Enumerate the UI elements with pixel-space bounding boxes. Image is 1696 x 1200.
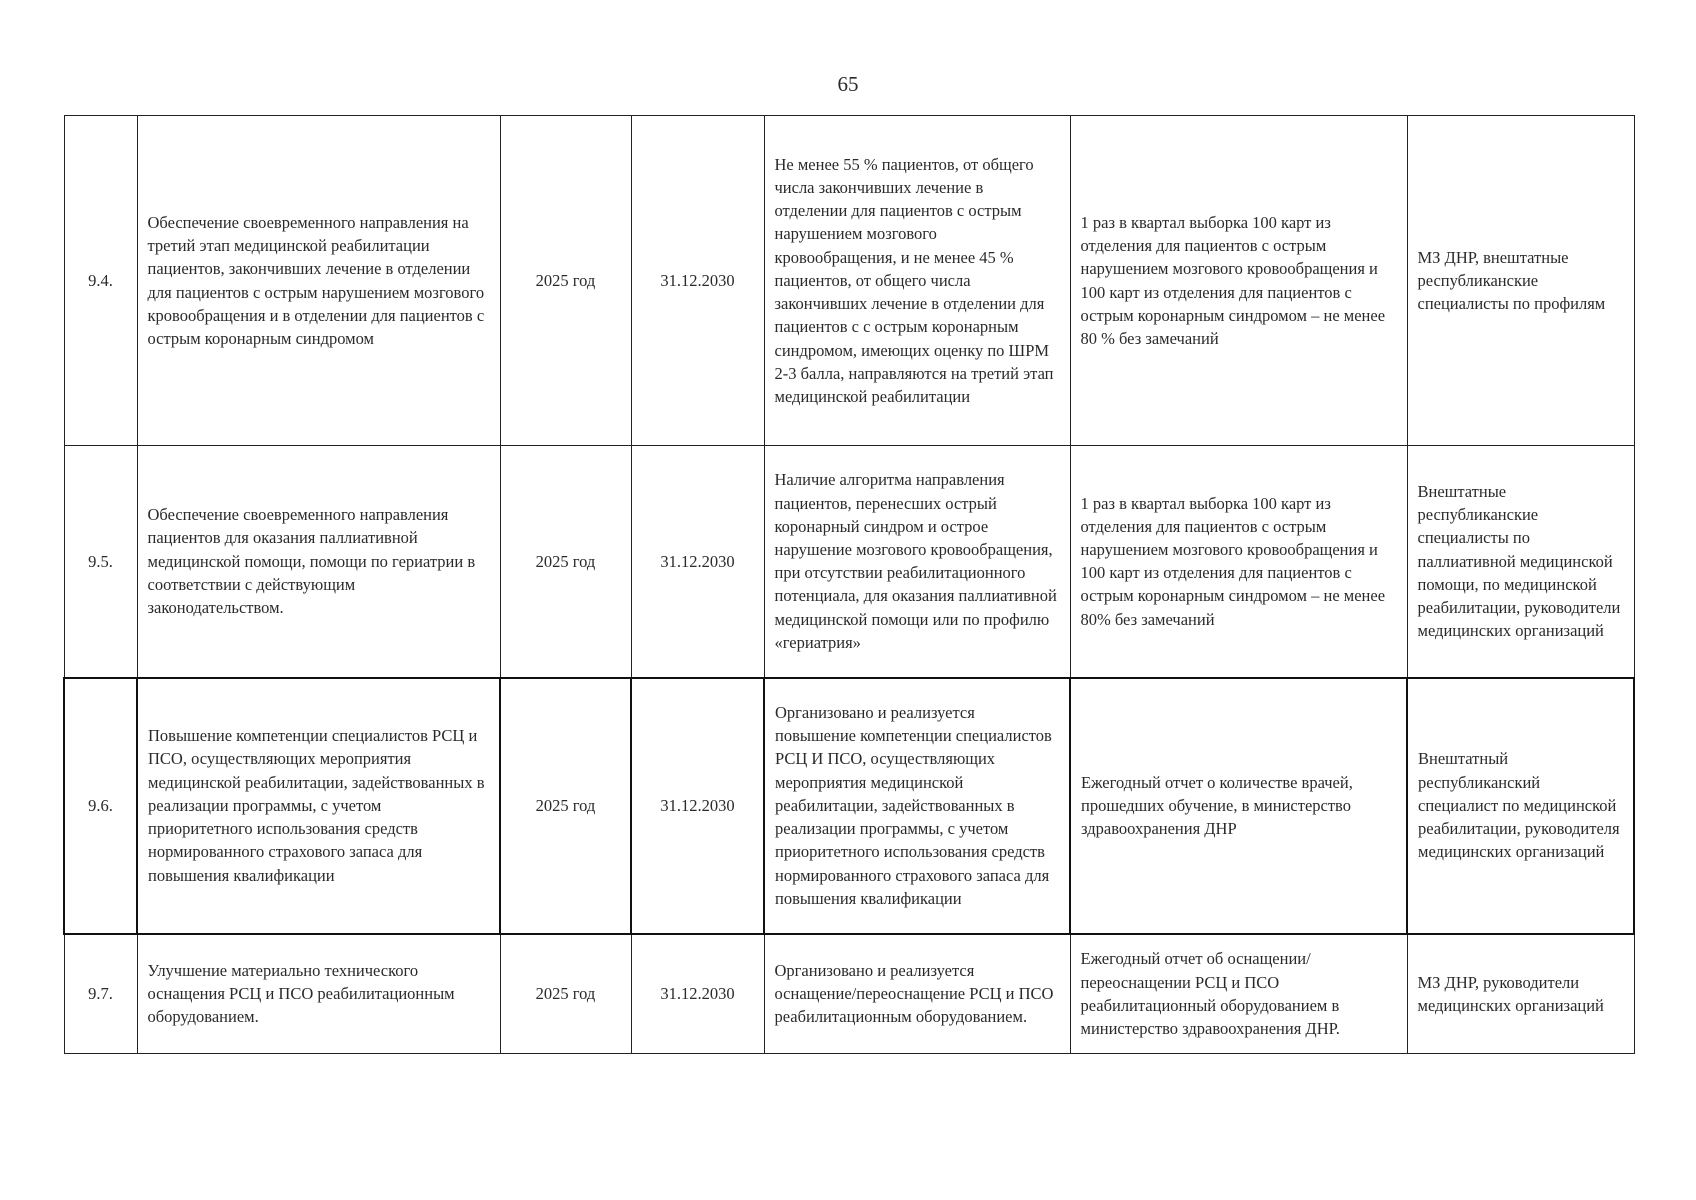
page-number: 65 [837, 72, 859, 96]
responsible-party: Внештатные республиканские специалисты по паллиативной медицинской помощи, по медицинской реабилитации, руководители медицинских организаций [1407, 446, 1634, 678]
end-date: 31.12.2030 [631, 678, 764, 934]
start-year: 2025 год [500, 116, 631, 446]
start-year: 2025 год [500, 678, 631, 934]
control-method: 1 раз в квартал выборка 100 карт из отделения для пациентов с острым нарушением мозгового кровообращения и 100 карт из отделения для пациентов с острым коронарным синдромом – не менее 80 % без замечаний [1070, 116, 1407, 446]
result-indicator: Организовано и реализуется оснащение/переоснащение РСЦ и ПСО реабилитационным оборудованием. [764, 934, 1070, 1054]
result-indicator: Не менее 55 % пациентов, от общего числа закончивших лечение в отделении для пациентов с острым нарушением мозгового кровообращения, и не менее 45 % пациентов, от общего числа закончивших лечение в отделении для пациентов с с острым коронарным синдромом, имеющих оценку по ШРМ 2-3 балла, направляются на третий этап медицинской реабилитации [764, 116, 1070, 446]
responsible-party: МЗ ДНР, руководители медицинских организаций [1407, 934, 1634, 1054]
measure-name: Улучшение материально технического оснащения РСЦ и ПСО реабилитационным оборудованием. [137, 934, 500, 1054]
responsible-party: МЗ ДНР, внештатные республиканские специалисты по профилям [1407, 116, 1634, 446]
end-date: 31.12.2030 [631, 934, 764, 1054]
item-number: 9.7. [64, 934, 137, 1054]
measure-name: Повышение компетенции специалистов РСЦ и ПСО, осуществляющих мероприятия медицинской реабилитации, задействованных в реализации программы, с учетом приоритетного использования средств нормированного страхового запаса для повышения квалификации [137, 678, 500, 934]
result-indicator: Организовано и реализуется повышение компетенции специалистов РСЦ И ПСО, осуществляющих мероприятия медицинской реабилитации, задействованных в реализации программы, с учетом приоритетного использования средств нормированного страхового запаса для повышения квалификации [764, 678, 1070, 934]
control-method: 1 раз в квартал выборка 100 карт из отделения для пациентов с острым нарушением мозгового кровообращения и 100 карт из отделения для пациентов с острым коронарным синдромом – не менее 80% без замечаний [1070, 446, 1407, 678]
measure-name: Обеспечение своевременного направления на третий этап медицинской реабилитации пациентов, закончивших лечение в отделении для пациентов с острым нарушением мозгового кровообращения и в отделении для пациентов с острым коронарным синдромом [137, 116, 500, 446]
table-row [64, 934, 1634, 1054]
measure-name: Обеспечение своевременного направления пациентов для оказания паллиативной медицинской помощи, помощи по гериатрии в соответствии с действующим законодательством. [137, 446, 500, 678]
table-row [64, 446, 1634, 678]
measures-table [63, 115, 1635, 1054]
item-number: 9.4. [64, 116, 137, 446]
end-date: 31.12.2030 [631, 446, 764, 678]
result-indicator: Наличие алгоритма направления пациентов, перенесших острый коронарный синдром и острое нарушение мозгового кровообращения, при отсутствии реабилитационного потенциала, для оказания паллиативной медицинской помощи или по профилю «гериатрия» [764, 446, 1070, 678]
control-method: Ежегодный отчет о количестве врачей, прошедших обучение, в министерство здравоохранения ДНР [1070, 678, 1407, 934]
end-date: 31.12.2030 [631, 116, 764, 446]
table-row [64, 678, 1634, 934]
start-year: 2025 год [500, 446, 631, 678]
table-row [64, 116, 1634, 446]
start-year: 2025 год [500, 934, 631, 1054]
item-number: 9.6. [64, 678, 137, 934]
item-number: 9.5. [64, 446, 137, 678]
responsible-party: Внештатный республиканский специалист по медицинской реабилитации, руководителя медицинских организаций [1407, 678, 1634, 934]
control-method: Ежегодный отчет об оснащении/переоснащении РСЦ и ПСО реабилитационный оборудованием в министерство здравоохранения ДНР. [1070, 934, 1407, 1054]
